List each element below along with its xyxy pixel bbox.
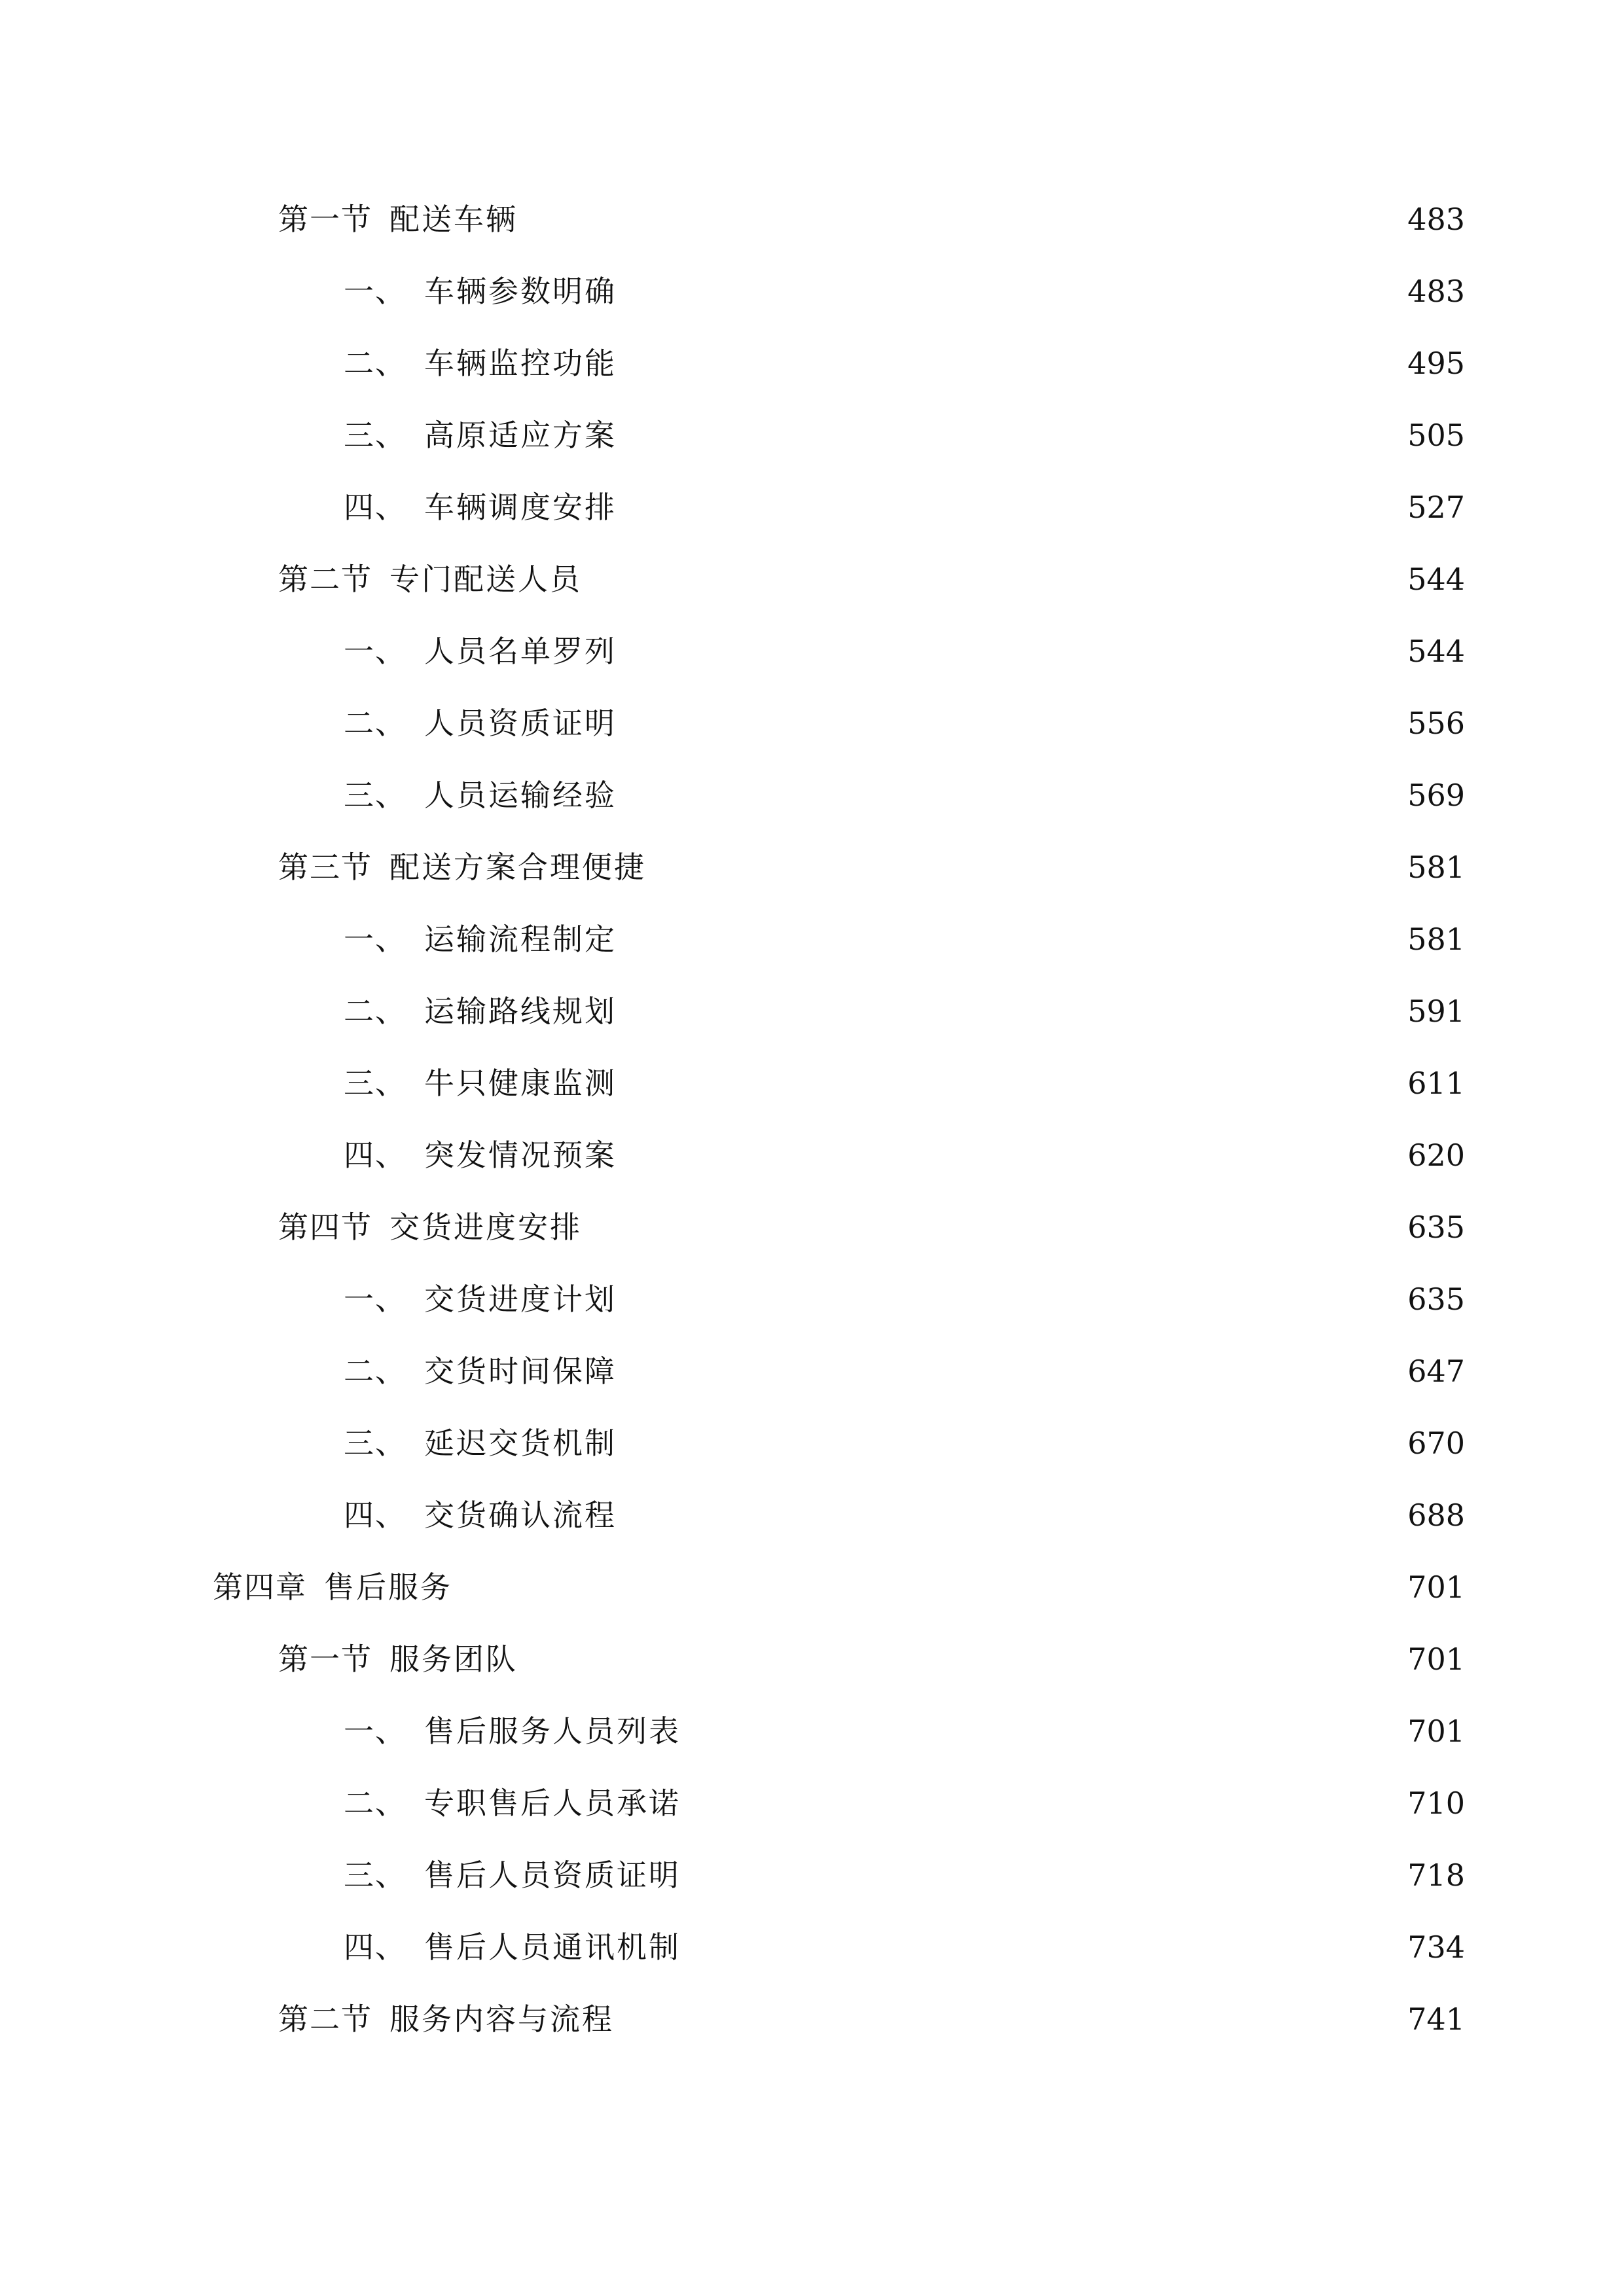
toc-entry-number: 一、 (344, 274, 406, 309)
toc-entry-number: 第四章 (213, 1570, 307, 1605)
toc-entry-page-number: 591 (1407, 994, 1465, 1029)
toc-entry-title: 专门配送人员 (389, 562, 582, 597)
toc-entry-title: 交货时间保障 (424, 1354, 617, 1389)
toc-entry-title: 运输路线规划 (424, 994, 617, 1029)
dot-leader (527, 1636, 1397, 1682)
toc-entry-number: 三、 (344, 778, 406, 813)
toc-entry[interactable] (278, 1636, 1465, 1682)
toc-entry-page-number: 544 (1407, 634, 1465, 669)
toc-entry-title: 交货确认流程 (424, 1498, 617, 1533)
toc-entry[interactable] (344, 1276, 1465, 1322)
toc-entry-title: 延迟交货机制 (424, 1426, 617, 1461)
dot-leader (626, 268, 1397, 314)
toc-entry[interactable] (344, 268, 1465, 314)
dot-leader (527, 196, 1397, 242)
toc-entry-page-number: 569 (1407, 778, 1465, 813)
toc-entry-number: 三、 (344, 1857, 406, 1893)
dot-leader (626, 1420, 1397, 1466)
toc-entry-page-number: 505 (1407, 418, 1465, 453)
toc-entry-number: 第三节 (278, 850, 372, 885)
dot-leader (626, 340, 1397, 386)
toc-entry-number: 二、 (344, 994, 406, 1029)
toc-entry-title: 车辆调度安排 (424, 490, 617, 525)
toc-entry-page-number: 544 (1407, 562, 1465, 597)
toc-entry-number: 四、 (344, 1498, 406, 1533)
dot-leader (461, 1564, 1397, 1610)
toc-entry[interactable] (344, 700, 1465, 746)
dot-leader (626, 484, 1397, 530)
toc-entry-title: 服务团队 (389, 1641, 518, 1677)
toc-entry[interactable] (344, 916, 1465, 962)
toc-entry[interactable] (344, 1780, 1465, 1826)
dot-leader (591, 556, 1397, 602)
dot-leader (591, 1204, 1397, 1250)
toc-entry[interactable] (344, 1420, 1465, 1466)
toc-entry-page-number: 741 (1407, 2001, 1465, 2037)
dot-leader (626, 412, 1397, 458)
toc-entry-number: 四、 (344, 1929, 406, 1965)
toc-entry-title: 车辆监控功能 (424, 346, 617, 381)
dot-leader (626, 1348, 1397, 1394)
toc-entry-page-number: 701 (1407, 1570, 1465, 1605)
toc-entry-number: 第二节 (278, 562, 372, 597)
dot-leader (623, 1996, 1397, 2042)
toc-entry[interactable] (213, 1564, 1465, 1610)
toc-entry[interactable] (344, 484, 1465, 530)
toc-entry-page-number: 701 (1407, 1641, 1465, 1677)
toc-entry-title: 运输流程制定 (424, 922, 617, 957)
toc-entry[interactable] (344, 1492, 1465, 1538)
dot-leader (655, 844, 1397, 890)
toc-entry-number: 四、 (344, 490, 406, 525)
toc-entry-title: 交货进度计划 (424, 1282, 617, 1317)
toc-entry-number: 第四节 (278, 1210, 372, 1245)
toc-entry-page-number: 670 (1407, 1426, 1465, 1461)
toc-entry-title: 售后人员通讯机制 (424, 1929, 681, 1965)
dot-leader (626, 1492, 1397, 1538)
toc-entry-page-number: 483 (1407, 274, 1465, 309)
toc-entry-number: 第一节 (278, 202, 372, 237)
toc-entry[interactable] (344, 988, 1465, 1034)
dot-leader (626, 1132, 1397, 1178)
toc-entry-page-number: 495 (1407, 346, 1465, 381)
toc-entry-page-number: 635 (1407, 1282, 1465, 1317)
toc-entry-page-number: 710 (1407, 1785, 1465, 1821)
toc-entry-page-number: 611 (1407, 1066, 1465, 1101)
toc-entry-number: 四、 (344, 1138, 406, 1173)
dot-leader (626, 700, 1397, 746)
toc-entry-number: 第二节 (278, 2001, 372, 2037)
dot-leader (626, 988, 1397, 1034)
toc-entry-title: 人员名单罗列 (424, 634, 617, 669)
toc-entry-number: 一、 (344, 1282, 406, 1317)
toc-entry-number: 三、 (344, 418, 406, 453)
toc-entry-title: 服务内容与流程 (389, 2001, 614, 2037)
toc-entry-number: 二、 (344, 706, 406, 741)
dot-leader (690, 1780, 1397, 1826)
toc-entry-title: 高原适应方案 (424, 418, 617, 453)
toc-entry-number: 一、 (344, 634, 406, 669)
toc-entry-page-number: 581 (1407, 922, 1465, 957)
toc-entry-title: 售后服务人员列表 (424, 1713, 681, 1749)
toc-entry-title: 售后服务 (324, 1570, 452, 1605)
toc-entry[interactable] (344, 1060, 1465, 1106)
dot-leader (690, 1852, 1397, 1898)
toc-entry-number: 二、 (344, 1354, 406, 1389)
dot-leader (626, 916, 1397, 962)
toc-entry-title: 配送方案合理便捷 (389, 850, 646, 885)
toc-entry-number: 二、 (344, 346, 406, 381)
toc-entry-number: 一、 (344, 1713, 406, 1749)
toc-entry[interactable] (278, 1204, 1465, 1250)
toc-entry-page-number: 556 (1407, 706, 1465, 741)
toc-entry[interactable] (344, 772, 1465, 818)
toc-entry-number: 三、 (344, 1066, 406, 1101)
toc-entry[interactable] (278, 1996, 1465, 2042)
toc-entry-page-number: 620 (1407, 1138, 1465, 1173)
toc-entry-page-number: 635 (1407, 1210, 1465, 1245)
dot-leader (626, 772, 1397, 818)
toc-entry-number: 第一节 (278, 1641, 372, 1677)
toc-entry-page-number: 483 (1407, 202, 1465, 237)
toc-entry[interactable] (278, 556, 1465, 602)
toc-entry-page-number: 527 (1407, 490, 1465, 525)
toc-entry[interactable] (344, 1132, 1465, 1178)
toc-entry-page-number: 647 (1407, 1354, 1465, 1389)
toc-entry-title: 售后人员资质证明 (424, 1857, 681, 1893)
toc-entry[interactable] (344, 1852, 1465, 1898)
toc-entry-page-number: 688 (1407, 1498, 1465, 1533)
toc-entry-number: 三、 (344, 1426, 406, 1461)
toc-entry[interactable] (278, 196, 1465, 242)
toc-entry-title: 车辆参数明确 (424, 274, 617, 309)
toc-entry[interactable] (344, 412, 1465, 458)
toc-entry[interactable] (344, 1348, 1465, 1394)
dot-leader (626, 628, 1397, 674)
dot-leader (626, 1276, 1397, 1322)
toc-entry-number: 二、 (344, 1785, 406, 1821)
toc-entry-page-number: 718 (1407, 1857, 1465, 1893)
toc-entry[interactable] (344, 340, 1465, 386)
toc-entry-number: 一、 (344, 922, 406, 957)
toc-entry-title: 配送车辆 (389, 202, 518, 237)
dot-leader (690, 1924, 1397, 1970)
toc-entry[interactable] (344, 1924, 1465, 1970)
toc-entry-page-number: 734 (1407, 1929, 1465, 1965)
dot-leader (626, 1060, 1397, 1106)
toc-entry-title: 牛只健康监测 (424, 1066, 617, 1101)
toc-entry-title: 专职售后人员承诺 (424, 1785, 681, 1821)
toc-entry[interactable] (344, 1708, 1465, 1754)
toc-entry-title: 人员运输经验 (424, 778, 617, 813)
toc-entry-page-number: 701 (1407, 1713, 1465, 1749)
toc-entry[interactable] (278, 844, 1465, 890)
toc-entry-title: 交货进度安排 (389, 1210, 582, 1245)
toc-entry[interactable] (344, 628, 1465, 674)
toc-entry-title: 突发情况预案 (424, 1138, 617, 1173)
dot-leader (690, 1708, 1397, 1754)
toc-entry-page-number: 581 (1407, 850, 1465, 885)
toc-entry-title: 人员资质证明 (424, 706, 617, 741)
